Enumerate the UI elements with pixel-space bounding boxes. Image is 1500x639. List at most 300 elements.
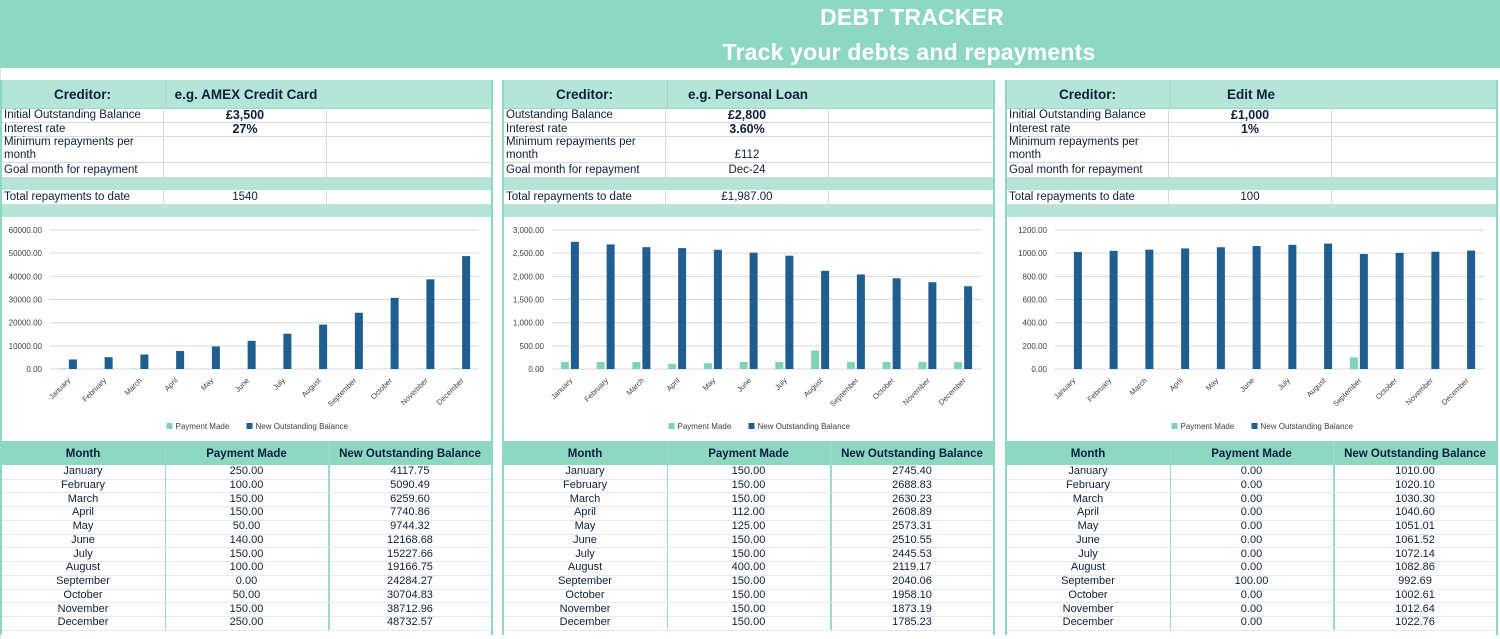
y-tick-label: 500.00 [519, 341, 544, 351]
x-tick-label: January [1052, 376, 1078, 402]
balance-chart[interactable] [1007, 220, 1496, 438]
table-row [2, 616, 491, 631]
payment-cell[interactable]: 0.00 [1170, 561, 1332, 575]
payment-bar [1350, 357, 1358, 369]
page-subtitle: Track your debts and repayments [722, 39, 1096, 65]
total-row [2, 190, 491, 205]
x-tick-label: December [434, 376, 466, 407]
payment-cell[interactable]: 100.00 [165, 561, 327, 575]
x-tick-label: August [1304, 376, 1328, 399]
goal-row [2, 163, 491, 178]
payment-bar [597, 362, 605, 369]
x-tick-label: November [1403, 376, 1435, 407]
table-row [2, 575, 491, 590]
goal-row [1007, 163, 1496, 178]
col-balance: New Outstanding Balance [830, 441, 992, 465]
balance-bar [1467, 251, 1475, 369]
x-tick-label: September [325, 376, 359, 409]
total-value-cell[interactable]: £1,987.00 [721, 191, 773, 203]
balance-bar [462, 256, 470, 369]
balance-cell: 2688.83 [830, 479, 992, 493]
balance-bar [821, 271, 829, 369]
balance-bar [319, 325, 327, 369]
table-row [504, 506, 993, 521]
col-month: Month [1070, 448, 1106, 460]
balance-label: Initial Outstanding Balance [4, 109, 141, 121]
balance-bar [1145, 250, 1153, 369]
balance-cell: 2510.55 [830, 534, 992, 548]
table-row [2, 506, 491, 521]
payment-bar [847, 362, 855, 369]
balance-cell: 2630.23 [830, 493, 992, 507]
x-tick-label: December [936, 376, 968, 407]
payment-bar [918, 362, 926, 369]
creditor-label: Creditor: [54, 87, 111, 102]
payment-cell[interactable]: 250.00 [165, 616, 327, 630]
table-header [1007, 441, 1496, 465]
month-cell: August [65, 561, 101, 574]
legend-swatch-balance [1252, 423, 1258, 429]
rate-value-cell[interactable]: 1% [1240, 122, 1260, 136]
payment-cell[interactable]: 150.00 [667, 616, 829, 630]
goal-value-cell[interactable]: Dec-24 [728, 164, 766, 176]
balance-value-cell[interactable]: £2,800 [727, 108, 767, 122]
col-payment: Payment Made [165, 441, 327, 465]
table-header [504, 441, 993, 465]
x-tick-label: March [122, 376, 144, 398]
x-tick-label: March [624, 376, 646, 398]
balance-cell: 15227.66 [328, 548, 490, 562]
debt-panel-1 [0, 80, 493, 635]
payment-cell[interactable]: 0.00 [1170, 616, 1332, 630]
x-tick-label: July [772, 376, 789, 392]
balance-cell: 2745.40 [830, 465, 992, 479]
col-payment: Payment Made [1170, 441, 1332, 465]
balance-bar [69, 359, 77, 369]
balance-bar [1110, 251, 1118, 369]
y-tick-label: 30000.00 [8, 295, 42, 305]
month-cell: November [57, 602, 109, 615]
y-tick-label: 3,000.00 [512, 226, 544, 235]
balance-value-cell[interactable]: £1,000 [1230, 108, 1270, 122]
band-divider [2, 178, 491, 190]
payment-cell[interactable]: 150.00 [165, 506, 327, 520]
total-value-cell[interactable]: 1540 [232, 191, 258, 203]
table-row [504, 575, 993, 590]
rate-label: Interest rate [1009, 123, 1071, 135]
total-label: Total repayments to date [1009, 191, 1135, 203]
payment-cell[interactable]: 140.00 [165, 534, 327, 548]
min-repayment-row [504, 136, 993, 163]
table-row [2, 534, 491, 549]
total-label: Total repayments to date [4, 191, 130, 203]
month-cell: December [559, 616, 611, 629]
x-tick-label: March [1127, 376, 1149, 398]
balance-bar [283, 334, 291, 369]
y-tick-label: 10000.00 [8, 341, 42, 351]
y-tick-label: 0.00 [1031, 365, 1047, 374]
legend-label-payment: Payment Made [175, 422, 230, 431]
table-row [1007, 548, 1496, 563]
rate-label: Interest rate [4, 123, 66, 135]
balance-bar [176, 351, 184, 369]
balance-cell: 1958.10 [830, 589, 992, 603]
balance-bar [212, 346, 220, 369]
y-tick-label: 1,500.00 [512, 295, 544, 305]
balance-cell: 1082.86 [1333, 561, 1495, 575]
y-tick-label: 1000.00 [1018, 249, 1047, 259]
month-cell: July [575, 547, 595, 560]
band-divider [504, 178, 993, 190]
balance-cell: 2040.06 [830, 575, 992, 589]
balance-bar [785, 256, 793, 369]
y-tick-label: 20000.00 [8, 318, 42, 328]
col-balance: New Outstanding Balance [1333, 441, 1495, 465]
x-tick-label: April [162, 376, 180, 394]
balance-bar [105, 357, 113, 369]
payment-cell[interactable]: 50.00 [165, 589, 327, 603]
payment-cell[interactable]: 0.00 [1170, 479, 1332, 493]
min-repayment-value-cell[interactable]: £112 [734, 149, 760, 161]
y-tick-label: 2,500.00 [512, 249, 544, 259]
rate-value-cell[interactable]: 3.60% [729, 122, 765, 136]
bar-chart-svg [2, 220, 491, 438]
payment-bar [954, 362, 962, 369]
balance-bar [1324, 244, 1332, 369]
band-divider [1007, 205, 1496, 217]
legend-label-payment: Payment Made [677, 422, 732, 431]
table-row [1007, 575, 1496, 590]
creditor-name-cell[interactable]: e.g. Personal Loan [667, 80, 828, 108]
debt-panel-3 [1005, 80, 1498, 635]
payment-cell[interactable]: 100.00 [165, 479, 327, 493]
balance-bar [248, 341, 256, 369]
balance-bar [714, 250, 722, 369]
rate-value-cell[interactable]: 27% [232, 122, 258, 136]
creditor-label: Creditor: [556, 87, 613, 102]
month-cell: June [1076, 533, 1100, 546]
creditor-name-cell[interactable]: Edit Me [1170, 80, 1331, 108]
table-row [504, 534, 993, 549]
month-cell: February [562, 478, 608, 491]
y-tick-label: 60000.00 [8, 226, 42, 235]
month-cell: February [1065, 478, 1111, 491]
band-divider [2, 205, 491, 217]
balance-bar [642, 247, 650, 369]
payment-cell[interactable]: 150.00 [667, 589, 829, 603]
creditor-name-cell[interactable]: e.g. AMEX Credit Card [165, 80, 326, 108]
month-cell: September [56, 575, 110, 587]
table-row [504, 548, 993, 563]
balance-cell: 1020.10 [1333, 479, 1495, 493]
payment-bar [452, 368, 460, 369]
x-tick-label: January [549, 376, 575, 402]
legend-swatch-balance [749, 423, 755, 429]
month-cell: April [1076, 506, 1099, 519]
y-tick-label: 2,000.00 [512, 272, 544, 282]
creditor-label: Creditor: [1059, 87, 1116, 102]
month-cell: October [63, 588, 103, 601]
min-repayment-label: Minimum repayments per month [1009, 136, 1139, 161]
payment-cell[interactable]: 0.00 [1170, 603, 1332, 617]
balance-cell: 1030.30 [1333, 493, 1495, 507]
payment-bar [668, 364, 676, 369]
balance-cell: 4117.75 [328, 465, 490, 479]
x-tick-label: November [398, 376, 430, 407]
payment-cell[interactable]: 150.00 [667, 603, 829, 617]
table-row [504, 520, 993, 535]
payment-cell[interactable]: 150.00 [667, 479, 829, 493]
band-divider [1007, 178, 1496, 190]
total-value-cell[interactable]: 100 [1240, 191, 1260, 203]
payment-cell[interactable]: 100.00 [1170, 575, 1332, 589]
y-tick-label: 200.00 [1022, 341, 1047, 351]
table-row [504, 465, 993, 480]
payment-bar [632, 362, 640, 369]
balance-row [2, 108, 491, 123]
payment-cell[interactable]: 250.00 [165, 465, 327, 479]
creditor-row [2, 80, 491, 109]
table-row [504, 479, 993, 494]
month-cell: March [569, 492, 601, 505]
balance-cell: 30704.83 [328, 589, 490, 603]
balance-bar [964, 286, 972, 369]
balance-label: Outstanding Balance [506, 109, 613, 121]
table-row [1007, 534, 1496, 549]
band-divider [504, 205, 993, 217]
month-cell: November [559, 602, 611, 615]
goal-row [504, 163, 993, 178]
balance-bar [1074, 252, 1082, 369]
balance-cell: 9744.32 [328, 520, 490, 534]
x-tick-label: September [827, 376, 861, 409]
payment-cell[interactable]: 150.00 [165, 493, 327, 507]
payment-cell[interactable]: 0.00 [1170, 534, 1332, 548]
min-repayment-row [2, 136, 491, 163]
goal-label: Goal month for repayment [506, 164, 640, 176]
balance-value-cell[interactable]: £3,500 [225, 108, 265, 122]
month-cell: November [1062, 602, 1114, 615]
balance-bar [391, 298, 399, 369]
creditor-row [1007, 80, 1496, 109]
rate-label: Interest rate [506, 123, 568, 135]
balance-bar [750, 253, 758, 369]
table-header [2, 441, 491, 465]
legend-swatch-balance [247, 423, 253, 429]
balance-bar [607, 244, 615, 369]
payment-cell[interactable]: 150.00 [165, 603, 327, 617]
balance-cell: 1873.19 [830, 603, 992, 617]
balance-bar [1360, 254, 1368, 369]
table-row [504, 589, 993, 604]
balance-cell: 1012.64 [1333, 603, 1495, 617]
balance-cell: 992.69 [1333, 575, 1495, 589]
x-tick-label: December [1439, 376, 1471, 407]
month-cell: July [73, 547, 93, 560]
payment-cell[interactable]: 150.00 [165, 548, 327, 562]
payment-cell[interactable]: 0.00 [1170, 589, 1332, 603]
total-label: Total repayments to date [506, 191, 632, 203]
balance-cell: 19166.75 [328, 561, 490, 575]
legend-swatch-payment [1172, 423, 1178, 429]
payment-bar [704, 363, 712, 369]
x-tick-label: February [1085, 376, 1114, 404]
balance-row [504, 108, 993, 123]
y-tick-label: 0.00 [26, 365, 42, 374]
payment-cell[interactable]: 0.00 [1170, 520, 1332, 534]
table-row [504, 561, 993, 576]
month-cell: July [1078, 547, 1098, 560]
bar-chart-svg [1007, 220, 1496, 438]
balance-cell: 7740.86 [328, 506, 490, 520]
month-cell: May [574, 520, 596, 532]
month-cell: May [72, 520, 94, 532]
x-tick-label: October [870, 376, 897, 402]
x-tick-label: November [900, 376, 932, 407]
payment-bar [775, 362, 783, 369]
legend-swatch-payment [167, 423, 173, 429]
x-tick-label: August [299, 376, 323, 399]
total-row [1007, 190, 1496, 205]
x-tick-label: September [1330, 376, 1364, 409]
balance-chart[interactable] [504, 220, 993, 438]
table-row [1007, 465, 1496, 480]
col-payment: Payment Made [667, 441, 829, 465]
x-tick-label: February [582, 376, 611, 404]
balance-bar [1217, 247, 1225, 369]
month-cell: January [1068, 465, 1108, 477]
payment-cell[interactable]: 150.00 [667, 575, 829, 589]
month-cell: August [567, 561, 603, 574]
table-row [2, 589, 491, 604]
payment-cell[interactable]: 150.00 [667, 465, 829, 479]
x-tick-label: January [47, 376, 73, 402]
legend-swatch-payment [669, 423, 675, 429]
month-cell: March [1072, 492, 1104, 505]
bar-chart-svg [504, 220, 993, 438]
payment-cell[interactable]: 400.00 [667, 561, 829, 575]
total-row [504, 190, 993, 205]
payment-cell[interactable]: 50.00 [165, 520, 327, 534]
balance-bar [426, 279, 434, 369]
table-row [1007, 520, 1496, 535]
balance-bar [571, 242, 579, 369]
x-tick-label: August [801, 376, 825, 399]
legend-label-payment: Payment Made [1180, 422, 1235, 431]
rate-row [2, 122, 491, 137]
balance-cell: 2608.89 [830, 506, 992, 520]
x-tick-label: October [1373, 376, 1400, 402]
col-month: Month [567, 448, 603, 460]
payment-cell[interactable]: 0.00 [1170, 548, 1332, 562]
payment-cell[interactable]: 150.00 [667, 493, 829, 507]
payment-cell[interactable]: 0.00 [1170, 493, 1332, 507]
table-row [1007, 589, 1496, 604]
legend-label-balance: New Outstanding Balance [1260, 422, 1353, 431]
table-row [2, 465, 491, 480]
balance-cell: 1785.23 [830, 616, 992, 630]
y-tick-label: 1200.00 [1018, 226, 1047, 235]
table-row [1007, 479, 1496, 494]
payment-cell[interactable]: 150.00 [667, 534, 829, 548]
y-tick-label: 600.00 [1022, 295, 1047, 305]
month-cell: December [1062, 616, 1114, 629]
balance-cell: 1051.01 [1333, 520, 1495, 534]
x-tick-label: May [1203, 376, 1221, 393]
goal-label: Goal month for repayment [1009, 164, 1143, 176]
balance-bar [928, 282, 936, 369]
debt-panel-2 [502, 80, 995, 635]
balance-bar [1253, 246, 1261, 369]
payment-cell[interactable]: 112.00 [667, 506, 829, 520]
payment-bar [561, 362, 569, 369]
table-row [1007, 561, 1496, 576]
goal-label: Goal month for repayment [4, 164, 138, 176]
payment-cell[interactable]: 150.00 [667, 548, 829, 562]
balance-cell: 1061.52 [1333, 534, 1495, 548]
x-tick-label: May [198, 376, 216, 393]
month-cell: June [71, 533, 95, 546]
payment-bar [59, 368, 67, 369]
x-tick-label: February [80, 376, 109, 404]
balance-bar [857, 274, 865, 369]
month-cell: June [573, 533, 597, 546]
balance-bar [1396, 253, 1404, 369]
table-row [2, 603, 491, 618]
table-row [1007, 506, 1496, 521]
rate-row [504, 122, 993, 137]
balance-cell: 1010.00 [1333, 465, 1495, 479]
balance-bar [1431, 252, 1439, 369]
col-month: Month [65, 448, 101, 460]
balance-bar [355, 313, 363, 369]
page-title: DEBT TRACKER [820, 4, 1004, 30]
balance-chart[interactable] [2, 220, 491, 438]
month-cell: May [1077, 520, 1099, 532]
balance-row [1007, 108, 1496, 123]
x-tick-label: April [1167, 376, 1185, 394]
x-tick-label: June [1238, 376, 1257, 394]
table-row [2, 493, 491, 508]
table-row [2, 548, 491, 563]
balance-label: Initial Outstanding Balance [1009, 109, 1146, 121]
x-tick-label: June [735, 376, 754, 394]
payment-cell[interactable]: 0.00 [165, 575, 327, 589]
balance-cell: 6259.60 [328, 493, 490, 507]
balance-cell: 1002.61 [1333, 589, 1495, 603]
y-tick-label: 40000.00 [8, 272, 42, 282]
balance-bar [140, 354, 148, 369]
balance-bar [678, 248, 686, 369]
y-tick-label: 0.00 [528, 365, 544, 374]
month-cell: September [1061, 575, 1115, 587]
x-tick-label: May [700, 376, 718, 393]
header-banner [0, 0, 1500, 68]
x-tick-label: June [233, 376, 252, 394]
payment-bar [883, 362, 891, 369]
table-row [504, 603, 993, 618]
balance-cell: 12168.68 [328, 534, 490, 548]
balance-bar [1288, 245, 1296, 369]
y-tick-label: 50000.00 [8, 249, 42, 259]
table-row [2, 520, 491, 535]
legend-label-balance: New Outstanding Balance [757, 422, 850, 431]
payment-cell[interactable]: 125.00 [667, 520, 829, 534]
y-tick-label: 800.00 [1022, 272, 1047, 282]
payment-cell[interactable]: 0.00 [1170, 506, 1332, 520]
creditor-row [504, 80, 993, 109]
payment-cell[interactable]: 0.00 [1170, 465, 1332, 479]
